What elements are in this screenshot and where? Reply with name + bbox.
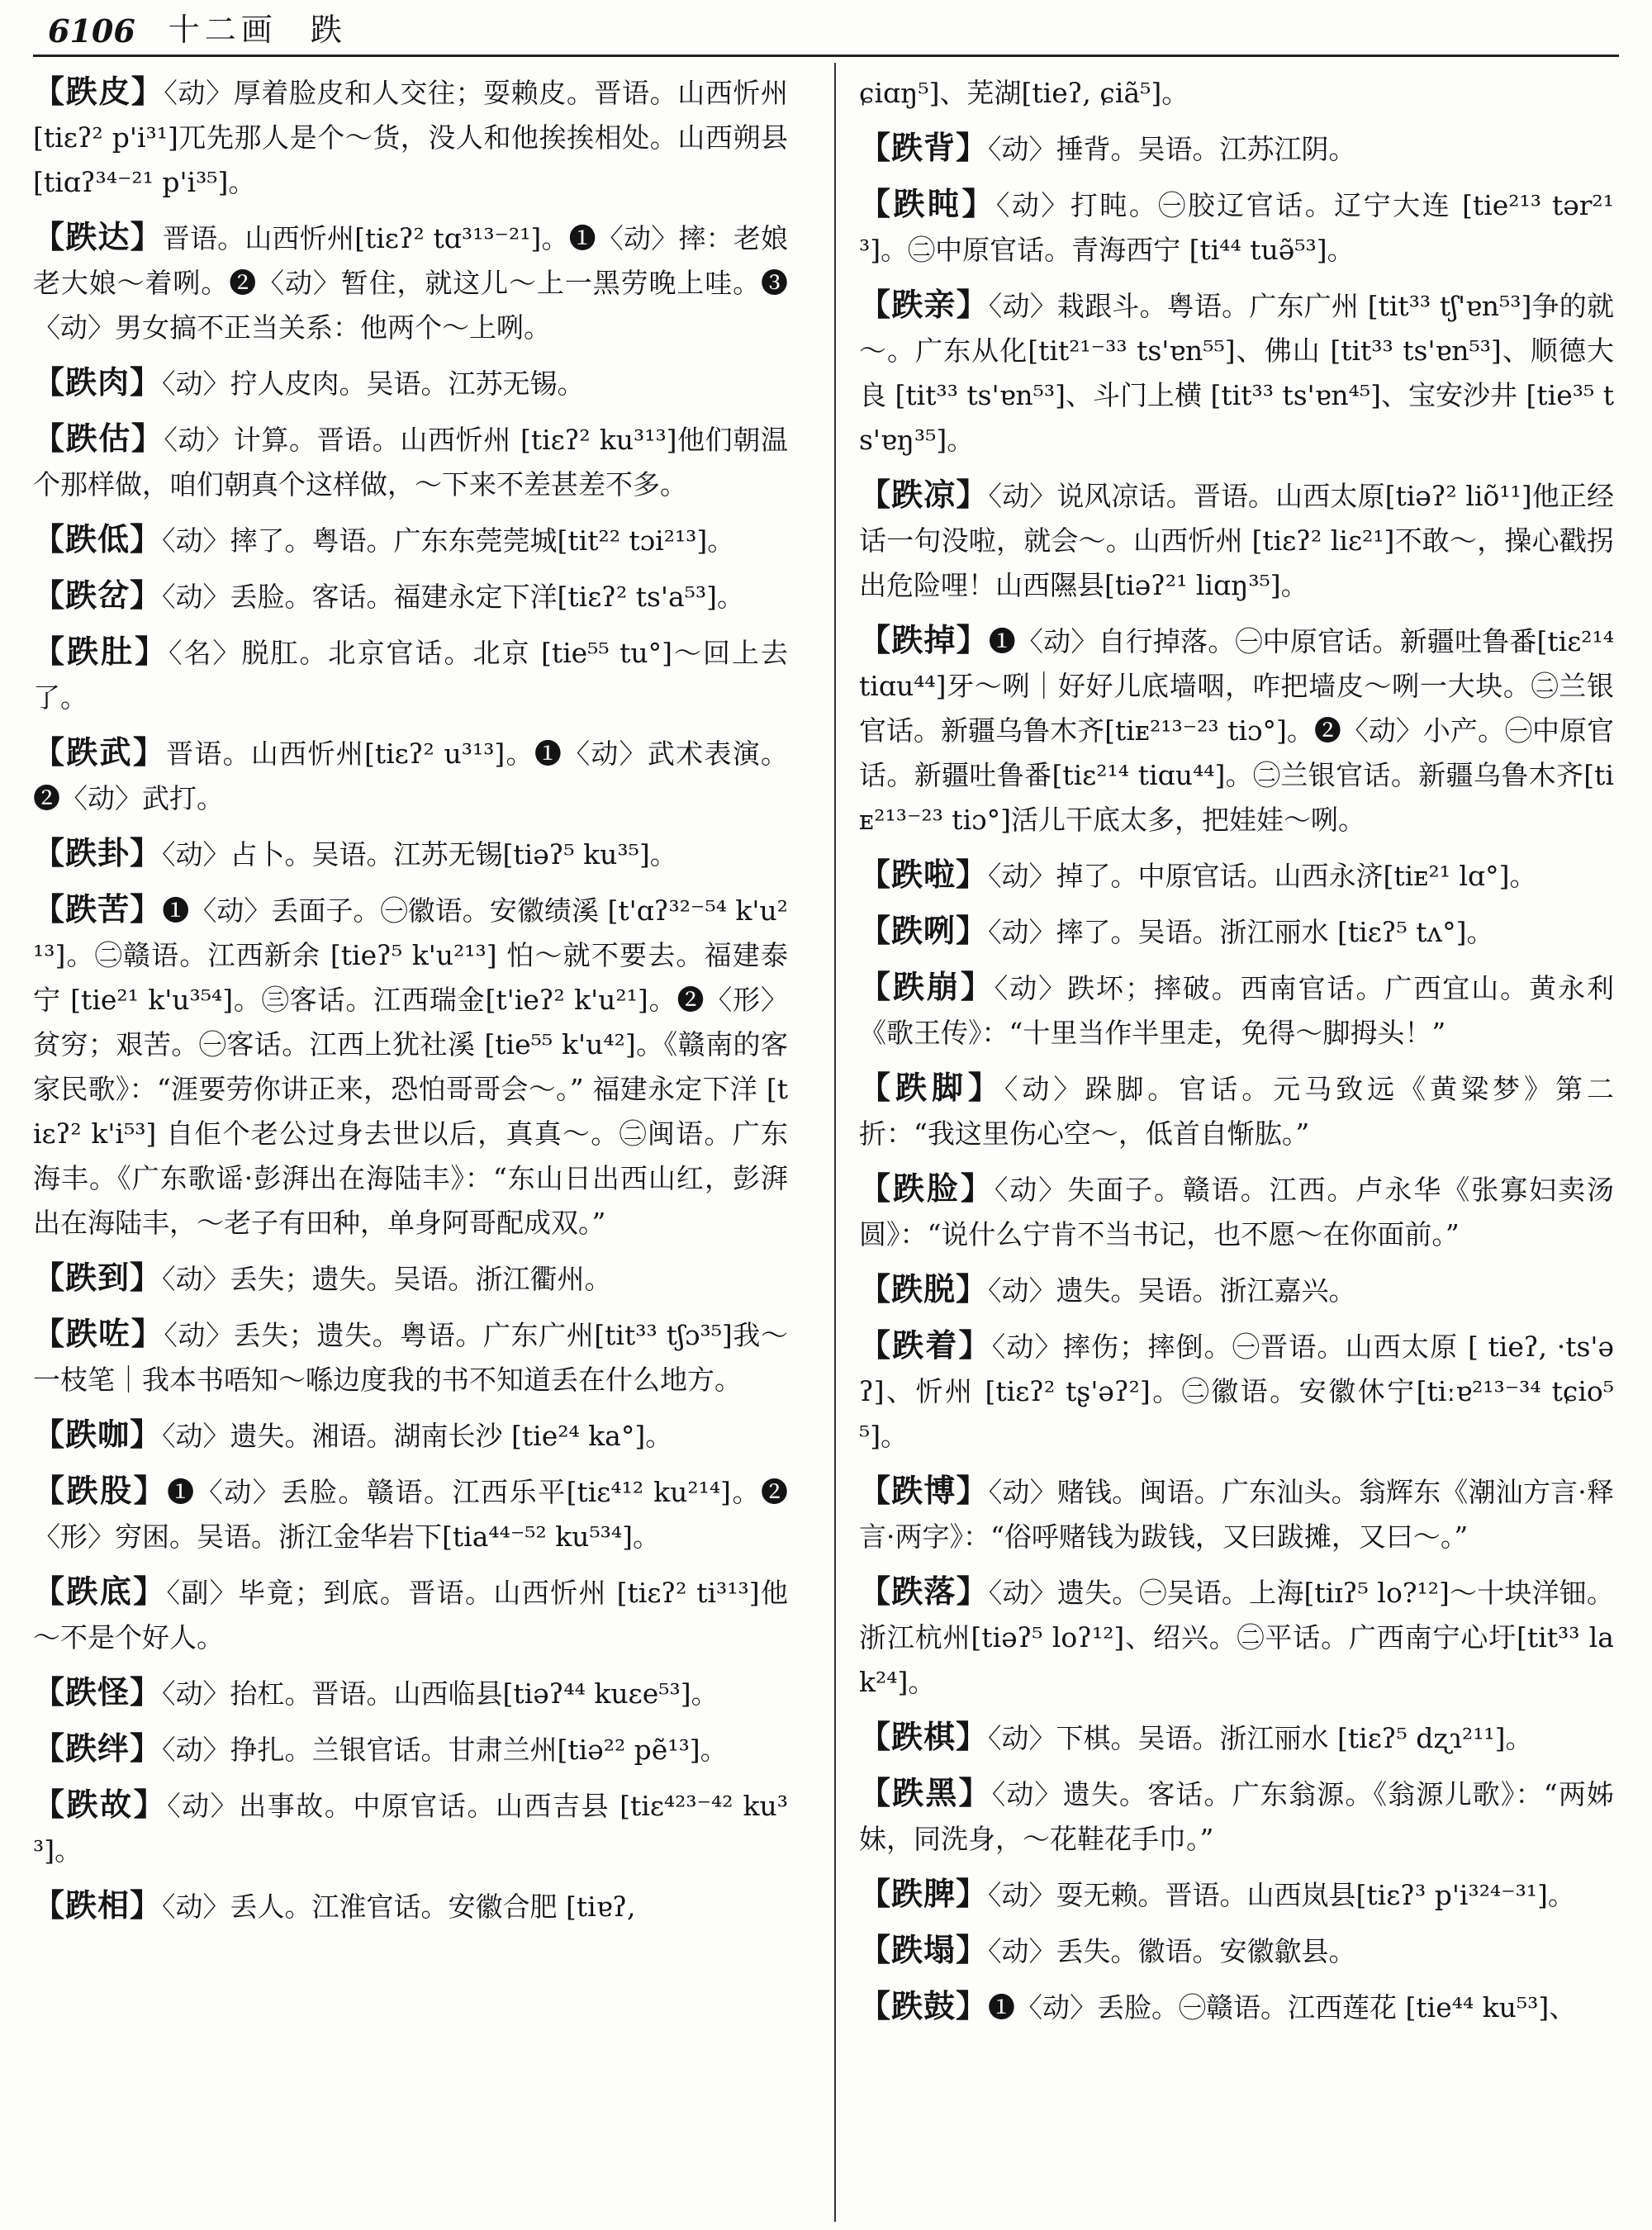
entry-definition: 〈动〉摔了。吴语。浙江丽水 [tiɛʔ⁵ tʌ°]。 xyxy=(988,916,1494,948)
dictionary-entry xyxy=(33,1569,788,1660)
entry-definition: 〈动〉占卜。吴语。江苏无锡[tiəʔ⁵ ku³⁵]。 xyxy=(162,838,677,871)
dictionary-entry xyxy=(859,69,1614,116)
dictionary-entry xyxy=(33,215,788,350)
entry-headword: 【跌肚】 xyxy=(33,633,169,670)
dictionary-entry xyxy=(859,1323,1614,1459)
dictionary-entry xyxy=(33,1468,788,1559)
dictionary-entry xyxy=(859,1166,1614,1257)
entry-definition: 〈动〉丢失；遗失。吴语。浙江衢州。 xyxy=(162,1263,612,1295)
entry-headword: 【跌底】 xyxy=(33,1573,167,1610)
dictionary-entry xyxy=(859,1771,1614,1862)
entry-definition: 晋语。山西忻州[tiɛʔ² u³¹³]。❶〈动〉武术表演。❷〈动〉武打。 xyxy=(33,738,788,814)
entry-definition: 〈动〉下棋。吴语。浙江丽水 [tiɛʔ⁵ dʐɿ²¹¹]。 xyxy=(988,1722,1533,1754)
entry-definition: 〈动〉遗失。客话。广东翁源。《翁源儿歌》：“两姊妹，同洗身，～花鞋花手巾。” xyxy=(859,1778,1614,1855)
entry-headword: 【跌凉】 xyxy=(859,476,989,513)
entry-definition: ❶〈动〉丢脸。㊀赣语。江西莲花 [tie⁴⁴ ku⁵³]、 xyxy=(988,1991,1577,2024)
entry-headword: 【跌苦】 xyxy=(33,890,163,928)
dictionary-entry xyxy=(859,852,1614,899)
entry-headword: 【跌卦】 xyxy=(33,834,163,871)
entry-headword: 【跌股】 xyxy=(33,1472,168,1509)
entry-definition: 〈动〉耍无赖。晋语。山西岚县[tiɛʔ³ p'i³²⁴⁻³¹]。 xyxy=(988,1879,1575,1911)
entry-definition: 〈动〉赌钱。闽语。广东汕头。翁辉东《潮汕方言·释言·两字》：“俗呼赌钱为跋钱，又曰跋摊，又曰～。” xyxy=(859,1476,1614,1553)
entry-definition: 〈动〉遗失。湘语。湖南长沙 [tie²⁴ ka°]。 xyxy=(162,1420,673,1452)
entry-headword: 【跌脸】 xyxy=(859,1170,995,1207)
dictionary-entry xyxy=(33,1255,788,1302)
entry-definition: ɕiɑŋ⁵]、芜湖[tieʔ, ɕiã⁵]。 xyxy=(859,77,1189,109)
entry-definition: ❶〈动〉丢面子。㊀徽语。安徽绩溪 [t'ɑʔ³²⁻⁵⁴ k'u²¹³]。㊁赣语。江西新余 [tieʔ⁵ k'u²¹³] 怕～就不要去。福建泰宁 [tie²¹ k'u³⁵⁴]。㊂客话。江西瑞金[t'ieʔ² k'u²¹]。❷〈形〉贫穷；艰苦。㊀客话。江西上犹社溪 [tie⁵⁵ k'u⁴²]。《赣南的客家民歌》：“涯要劳你讲正来，恐怕哥哥会～。” 福建永定下洋 [tiɛʔ² k'i⁵³] 自佢个老公过身去世以后，真真～。㊁闽语。广东海丰。《广东歌谣·彭湃出在海陆丰》：“东山日出西山红，彭湃出在海陆丰，～老子有田种，单身阿哥配成双。” xyxy=(33,894,788,1239)
entry-definition: 〈动〉丢脸。客话。福建永定下洋[tiɛʔ² ts'a⁵³]。 xyxy=(162,581,744,613)
entry-headword: 【跌到】 xyxy=(33,1259,163,1296)
entry-definition: 〈名〉脱肛。北京官话。北京 [tie⁵⁵ tu°]～回上去了。 xyxy=(33,637,788,714)
entry-definition: 〈动〉抬杠。晋语。山西临县[tiəʔ⁴⁴ kuɛe⁵³]。 xyxy=(162,1677,719,1710)
dictionary-entry xyxy=(859,1065,1614,1156)
dictionary-entry xyxy=(859,1468,1614,1559)
entry-definition: 〈动〉拧人皮肉。吴语。江苏无锡。 xyxy=(162,368,585,400)
dictionary-entry xyxy=(33,1782,788,1873)
header-rule xyxy=(33,55,1619,57)
dictionary-entry xyxy=(33,416,788,507)
entry-definition: 晋语。山西忻州[tiɛʔ² tɑ³¹³⁻²¹]。❶〈动〉摔：老娘老大娘～着咧。❷〈动〉暂住，就这儿～上一黑劳晚上哇。❸〈动〉男女搞不正当关系：他两个～上咧。 xyxy=(33,222,788,344)
entry-headword: 【跌怪】 xyxy=(33,1673,163,1710)
entry-headword: 【跌估】 xyxy=(33,420,164,457)
entry-definition: 〈动〉厚着脸皮和人交往；耍赖皮。晋语。山西忻州[tiɛʔ² p'i³¹]兀先那人是个～货，没人和他挨挨相处。山西朔县[tiɑʔ³⁴⁻²¹ p'i³⁵]。 xyxy=(33,77,788,198)
entry-headword: 【跌棋】 xyxy=(859,1718,989,1755)
entry-definition: 〈动〉失面子。赣语。江西。卢永华《张寡妇卖汤圆》：“说什么宁肯不当书记，也不愿～在你面前。” xyxy=(859,1174,1614,1250)
entry-definition: 〈动〉出事故。中原官话。山西吉县 [tiɛ⁴²³⁻⁴² ku³³]。 xyxy=(33,1790,788,1867)
dictionary-entry xyxy=(859,126,1614,172)
dictionary-entry xyxy=(33,573,788,619)
entry-definition: 〈副〉毕竟；到底。晋语。山西忻州 [tiɛʔ² ti³¹³]他～不是个好人。 xyxy=(33,1577,788,1654)
entry-headword: 【跌脱】 xyxy=(859,1270,989,1307)
entry-headword: 【跌武】 xyxy=(33,733,167,771)
entry-headword: 【跌掉】 xyxy=(859,621,989,658)
page-header xyxy=(48,7,1609,50)
dictionary-entry xyxy=(859,1715,1614,1761)
entry-headword: 【跌亲】 xyxy=(859,286,989,323)
entry-headword: 【跌落】 xyxy=(859,1573,989,1610)
entry-headword: 【跌盹】 xyxy=(859,185,996,222)
entry-definition: 〈动〉掉了。中原官话。山西永济[tiᴇ²¹ lɑ°]。 xyxy=(988,860,1537,892)
entry-headword: 【跌黑】 xyxy=(859,1774,992,1811)
entry-headword: 【跌塌】 xyxy=(859,1931,989,1968)
dictionary-entry xyxy=(33,69,788,205)
entry-definition: 〈动〉丢人。江淮官话。安徽合肥 [tiɐʔ, xyxy=(162,1891,636,1923)
dictionary-entry xyxy=(859,1984,1614,2030)
entry-headword: 【跌崩】 xyxy=(859,968,995,1005)
dictionary-entry xyxy=(859,472,1614,608)
entry-definition: 〈动〉说风凉话。晋语。山西太原[tiəʔ² liõ¹¹]他正经话一句没啦，就会～。山西忻州 [tiɛʔ² liɛ²¹]不敢～，操心戳拐出危险哩！山西隰县[tiəʔ²¹ liɑŋ³⁵]。 xyxy=(859,480,1614,601)
dictionary-entry xyxy=(859,1872,1614,1918)
entry-definition: 〈动〉捶背。吴语。江苏江阴。 xyxy=(988,133,1356,165)
entry-headword: 【跌咧】 xyxy=(859,912,989,949)
right-column xyxy=(859,69,1614,2222)
entry-headword: 【跌咖】 xyxy=(33,1416,163,1453)
dictionary-entry xyxy=(33,831,788,877)
entry-definition: 〈动〉摔伤；摔倒。㊀晋语。山西太原 [ tieʔ, ·ts'əʔ]、忻州 [tiɛʔ² tʂ'əʔ²]。㊁徽语。安徽休宁[tiːɐ²¹³⁻³⁴ tɕio⁵⁵]。 xyxy=(859,1331,1614,1452)
dictionary-entry xyxy=(33,887,788,1245)
entry-definition: 〈动〉摔了。粤语。广东东莞莞城[tit²² tɔi²¹³]。 xyxy=(162,524,735,557)
left-column xyxy=(33,69,788,2222)
entry-definition: 〈动〉丢失。徽语。安徽歙县。 xyxy=(988,1935,1356,1967)
entry-headword: 【跌背】 xyxy=(859,129,989,166)
dictionary-entry xyxy=(859,182,1614,273)
entry-headword: 【跌博】 xyxy=(859,1472,989,1509)
entry-headword: 【跌相】 xyxy=(33,1886,163,1924)
entry-definition: 〈动〉遗失。㊀吴语。上海[tiɪʔ⁵ lo?¹²]～十块洋钿。浙江杭州[tiəʔ⁵ loʔ¹²]、绍兴。㊁平话。广西南宁心圩[tit³³ lak²⁴]。 xyxy=(859,1577,1614,1698)
column-divider xyxy=(834,63,836,2222)
dictionary-entry xyxy=(859,1928,1614,1974)
dictionary-entry xyxy=(859,965,1614,1056)
entry-definition: 〈动〉跺脚。官话。元马致远《黄粱梦》第二折：“我这里伤心空～，低首自惭肱。” xyxy=(859,1073,1614,1150)
dictionary-entry xyxy=(33,1412,788,1459)
entry-definition: ❶〈动〉丢脸。赣语。江西乐平[tiɛ⁴¹² ku²¹⁴]。❷〈形〉穷困。吴语。浙江金华岩下[tia⁴⁴⁻⁵² ku⁵³⁴]。 xyxy=(33,1476,788,1553)
entry-headword: 【跌脚】 xyxy=(859,1069,1004,1106)
entry-headword: 【跌着】 xyxy=(859,1326,992,1364)
dictionary-entry xyxy=(33,360,788,406)
entry-headword: 【跌岔】 xyxy=(33,576,163,614)
entry-headword: 【跌皮】 xyxy=(33,73,164,110)
dictionary-entry xyxy=(33,730,788,821)
entry-headword: 【跌低】 xyxy=(33,520,163,558)
entry-headword: 【跌啦】 xyxy=(859,856,989,893)
dictionary-entry xyxy=(33,1726,788,1772)
entry-headword: 【跌达】 xyxy=(33,218,163,255)
dictionary-entry xyxy=(33,1312,788,1402)
dictionary-entry xyxy=(859,618,1614,842)
section-label: 十二画 xyxy=(168,12,278,48)
dictionary-entry xyxy=(33,1670,788,1716)
header-character: 跌 xyxy=(310,12,342,48)
dictionary-entry xyxy=(33,629,788,720)
entry-definition: 〈动〉丢失；遗失。粤语。广东广州[tit³³ tʃɔ³⁵]我～一枝笔｜我本书唔知～喺边度我的书不知道丢在什么地方。 xyxy=(33,1319,788,1396)
entry-definition: 〈动〉遗失。吴语。浙江嘉兴。 xyxy=(988,1274,1356,1307)
dictionary-entry xyxy=(859,1569,1614,1705)
entry-headword: 【跌故】 xyxy=(33,1786,168,1823)
entry-headword: 【跌绊】 xyxy=(33,1729,163,1767)
dictionary-entry xyxy=(859,1267,1614,1313)
entry-headword: 【跌鼓】 xyxy=(859,1987,989,2024)
entry-definition: 〈动〉打盹。㊀胶辽官话。辽宁大连 [tie²¹³ tər²¹³]。㊁中原官话。青海西宁 [ti⁴⁴ tuə̃⁵³]。 xyxy=(859,189,1614,266)
entry-headword: 【跌脾】 xyxy=(859,1875,989,1912)
dictionary-entry xyxy=(859,909,1614,955)
dictionary-entry xyxy=(33,517,788,563)
dictionary-entry xyxy=(859,282,1614,463)
dictionary-entry xyxy=(33,1883,788,1929)
entry-definition: ❶〈动〉自行掉落。㊀中原官话。新疆吐鲁番[tiɛ²¹⁴ tiɑu⁴⁴]牙～咧｜好好儿底墙咽，咋把墙皮～咧一大块。㊁兰银官话。新疆乌鲁木齐[tiᴇ²¹³⁻²³ tiɔ°]。❷〈动〉小产。㊀中原官话。新疆吐鲁番[tiɛ²¹⁴ tiɑu⁴⁴]。㊁兰银官话。新疆乌鲁木齐[tiᴇ²¹³⁻²³ tiɔ°]活儿干底太多，把娃娃～咧。 xyxy=(859,625,1614,836)
entry-definition: 〈动〉栽跟斗。粤语。广东广州 [tit³³ tʃ'ɐn⁵³]争的就～。广东从化[tit²¹⁻³³ ts'ɐn⁵⁵]、佛山 [tit³³ ts'ɐn⁵³]、顺德大良 [tit³³ ts'ɐn⁵³]、斗门上横 [tit³³ ts'ɐn⁴⁵]、宝安沙井 [tie³⁵ ts'ɐŋ³⁵]。 xyxy=(859,290,1614,456)
entry-definition: 〈动〉计算。晋语。山西忻州 [tiɛʔ² ku³¹³]他们朝温个那样做，咱们朝真个这样做，～下来不差甚差不多。 xyxy=(33,424,788,501)
entry-definition: 〈动〉挣扎。兰银官话。甘肃兰州[tiə²² pẽ¹³]。 xyxy=(162,1734,728,1766)
entry-headword: 【跌肉】 xyxy=(33,363,163,401)
entry-definition: 〈动〉跌坏；摔破。西南官话。广西宜山。黄永利《歌王传》：“十里当作半里走，免得～脚拇头！” xyxy=(859,972,1614,1049)
entry-headword: 【跌咗】 xyxy=(33,1315,164,1352)
page-number: 6106 xyxy=(48,12,135,50)
